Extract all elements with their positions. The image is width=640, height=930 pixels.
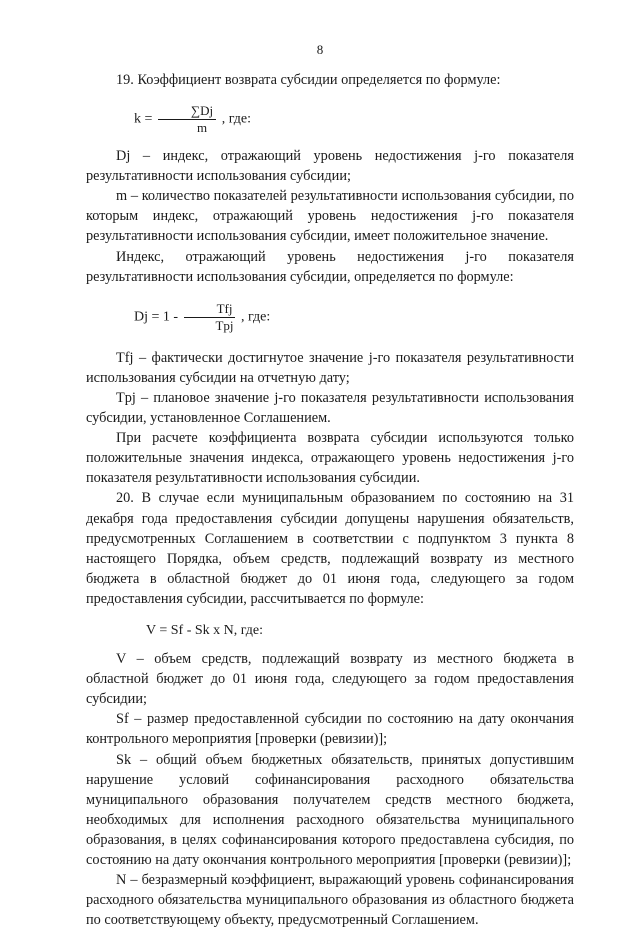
definition-dj: Dj – индекс, отражающий уровень недостижения j-го показателя результативности использования субсидии; bbox=[86, 148, 574, 185]
definition-n: N – безразмерный коэффициент, выражающий уровень софинансирования расходного обязательства муниципального образования из областного бюджета по соответствующему объекту, предусмотренный Соглашением. bbox=[86, 872, 574, 929]
formula-k-numerator: ∑Dj bbox=[158, 103, 216, 120]
formula-d-numerator: Tfj bbox=[184, 301, 236, 318]
formula-v: V = Sf - Sk x N, где: bbox=[146, 622, 264, 638]
formula-d-tail: , где: bbox=[237, 309, 271, 325]
formula-d-denominator: Tpj bbox=[215, 317, 234, 333]
definition-sf: Sf – размер предоставленной субсидии по состоянию на дату окончания контрольного мероприятия [проверки (ревизии)]; bbox=[86, 711, 574, 748]
formula-k-denominator: m bbox=[196, 120, 208, 136]
formula-d-fraction bbox=[184, 301, 236, 334]
page-number: 8 bbox=[316, 42, 324, 57]
formula-d-lhs: Dj = 1 - bbox=[134, 309, 182, 325]
paragraph-19: 19. Коэффициент возврата субсидии определяется по формуле: bbox=[116, 72, 501, 88]
formula-d bbox=[86, 287, 574, 348]
definition-tp: Tpj – плановое значение j-го показателя результативности использования субсидии, установленное Соглашением. bbox=[86, 389, 574, 427]
formula-k-fraction bbox=[158, 103, 216, 136]
formula-k bbox=[86, 90, 574, 146]
paragraph-20: 20. В случае если муниципальным образованием по состоянию на 31 декабря года предоставления субсидии допущены нарушения обязательств, предусмотренных Соглашением в соответствии с подпунктом 3 пункта 8 настоящего Порядка, объем средств, подлежащий возврату из местного бюджета в областной бюджет до 01 июня года, следующего за годом предоставления субсидии, рассчитывается по формуле: bbox=[86, 490, 574, 607]
document-body bbox=[86, 70, 574, 930]
definition-v: V – объем средств, подлежащий возврату из местного бюджета в областной бюджет до 01 июня года, следующего за годом предоставления субсидии; bbox=[86, 651, 574, 708]
definition-sk: Sk – общий объем бюджетных обязательств, принятых допустившим нарушение условий софинансирования расходного обязательства муниципального образования получателем средств местного бюджета, необходимых для исполнения расходного обязательства муниципального образования, в целях софинансирования которого предоставлена субсидия, по состоянию на дату окончания контрольного мероприятия [проверки (ревизии)]; bbox=[86, 751, 574, 868]
formula-k-tail: , где: bbox=[218, 111, 251, 127]
paragraph-index: Индекс, отражающий уровень недостижения j-го показателя результативности использования субсидии, определяется по формуле: bbox=[86, 248, 574, 285]
definition-m: m – количество показателей результативности использования субсидии, по которым индекс, отражающий уровень недостижения j-го показателя результативности использования субсидии, имеет положительное значение. bbox=[86, 188, 574, 245]
definition-tf: Tfj – фактически достигнутое значение j-го показателя результативности использования субсидии на отчетную дату; bbox=[86, 349, 574, 386]
paragraph-calc: При расчете коэффициента возврата субсидии используются только положительные значения индекса, отражающего уровень недостижения j-го показателя результативности использования субсидии. bbox=[86, 430, 574, 487]
formula-k-lhs: k = bbox=[134, 111, 156, 127]
